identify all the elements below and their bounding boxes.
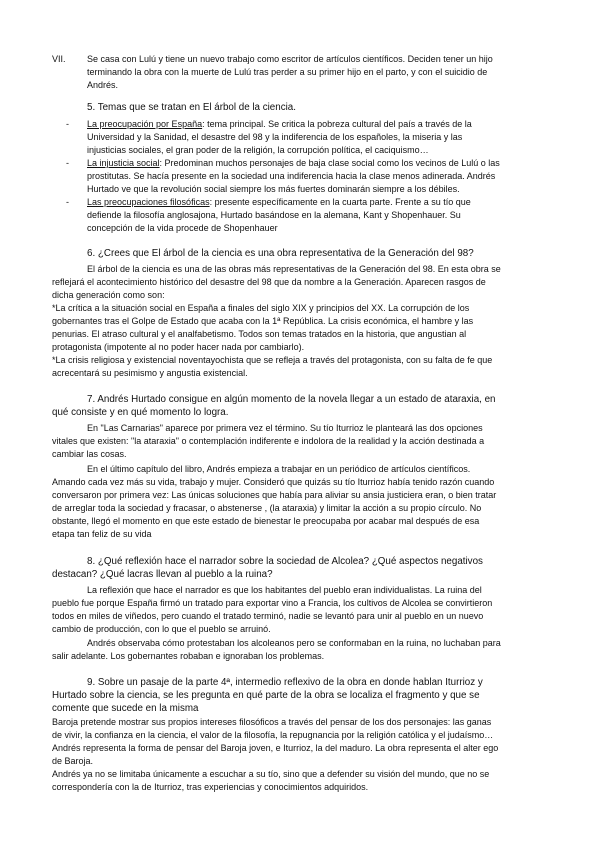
paragraph-line: correspondería con la de Iturrioz, tras experiencias y conocimientos adquiridos.: [52, 782, 369, 792]
question-heading: 7. Andrés Hurtado consigue en algún momento de la novela llegar a un estado de ataraxia, en: [87, 394, 496, 405]
paragraph-line: etapa tan feliz de su vida: [52, 529, 152, 539]
paragraph-line: Se casa con Lulú y tiene un nuevo trabajo como escritor de artículos científicos. Deciden tener un hijo: [87, 54, 493, 64]
paragraph-line: Andrés.: [87, 80, 119, 90]
paragraph-line: Andrés representa la forma de pensar del Baroja joven, e Iturrioz, la del maduro. La obra representa el alter ego: [52, 743, 499, 753]
paragraph-line: Andrés observaba cómo protestaban los alcoleanos pero se conformaban en la ruina, no luchaban para: [87, 638, 501, 648]
paragraph-line: gobernantes tras el Golpe de Estado que acaba con la 1ª República. La crisis económica, el hambre y las: [52, 316, 474, 326]
paragraph-line: acrecentará su pesimismo y angustia existencial.: [52, 368, 248, 378]
topic-term: La injusticia social: [87, 158, 160, 168]
paragraph-line: En el último capítulo del libro, Andrés empieza a trabajar en un periódico de artículos científicos.: [87, 464, 471, 474]
list-item-first-line: Las preocupaciones filosóficas: presente específicamente en la cuarta parte. Frente a su tío que: [87, 197, 471, 207]
paragraph-line: pueblo fue porque España firmó un tratado para exportar vino a Francia, los cultivos de Alcolea se convirtieron: [52, 598, 493, 608]
paragraph-line: penurias. El atraso cultural y el analfabetismo. Todos son temas tratados en la historia, que angustian al: [52, 329, 467, 339]
list-item-first-line: La preocupación por España: tema principal. Se critica la pobreza cultural del país a través de la: [87, 119, 472, 129]
question-heading: comente que sucede en la misma: [52, 703, 199, 714]
paragraph-line: todos en miles de viñedos, pero cuando el tratado terminó, nadie se levantó para unir al pueblo en un nuevo: [52, 611, 484, 621]
paragraph-line: de Baroja.: [52, 756, 94, 766]
paragraph-line: En "Las Carnarias" aparece por primera vez el término. Su tío Iturrioz le planteará las dos opciones: [87, 423, 483, 433]
paragraph-line: *La crisis religiosa y existencial noventayochista que se refleja a través del protagonista, con su falta de fe que: [52, 355, 493, 365]
paragraph-line: protagonista (impotente al no poder hacer nada por cambiarlo).: [52, 342, 305, 352]
paragraph-line: cambio de producción, con lo que el pueblo se arruinó.: [52, 624, 271, 634]
section-number: VII.: [52, 54, 66, 64]
paragraph-line: prostitutas. Se hacía presente en la sociedad una indiferencia hacia la clase menos adinerada. Andrés: [87, 171, 496, 181]
list-bullet: -: [66, 158, 69, 168]
paragraph-line: de arreglar toda la sociedad y fracasar, o abstenerse , (la ataraxia) y limitar la acción a su propio círculo. No: [52, 503, 482, 513]
paragraph-line: *La crítica a la situación social en España a finales del siglo XIX y principios del XX. La corrupción de los: [52, 303, 470, 313]
list-item-first-line: La injusticia social: Predominan muchos personajes de baja clase social como los vecinos de Lulú o las: [87, 158, 500, 168]
paragraph-line: terminando la obra con la muerte de Lulú tras perder a su primer hijo en el parto, y con el suicidio de: [87, 67, 488, 77]
paragraph-line: cambiar las cosas.: [52, 449, 127, 459]
paragraph-line: concepción de la vida procede de Shopenhauer: [87, 223, 278, 233]
paragraph-line: Amando cada vez más su vida, trabajo y mujer. Consideró que quizás su tío Iturrioz había tenido razón cuando: [52, 477, 495, 487]
question-heading: Hurtado sobre la ciencia, se les pregunta en qué parte de la obra se localiza el fragmento y que se: [52, 690, 480, 701]
question-heading: destacan? ¿Qué lacras llevan al pueblo a la ruina?: [52, 569, 273, 580]
question-heading: 6. ¿Crees que El árbol de la ciencia es una obra representativa de la Generación del 98?: [87, 248, 474, 259]
question-heading: qué consiste y en qué momento lo logra.: [52, 407, 229, 418]
paragraph-line: Universidad y la Sanidad, el desastre del 98 y la indiferencia de los españoles, la miseria y las: [87, 132, 463, 142]
paragraph-line: La reflexión que hace el narrador es que los habitantes del pueblo eran individualistas. La ruina del: [87, 585, 482, 595]
topic-term: Las preocupaciones filosóficas: [87, 197, 210, 207]
paragraph-line: El árbol de la ciencia es una de las obras más representativas de la Generación del 98. En esta obra se: [87, 264, 501, 274]
list-bullet: -: [66, 119, 69, 129]
paragraph-line: vitales que existen: "la ataraxia" o contemplación indiferente e indolora de la realidad y la acción destinada a: [52, 436, 485, 446]
paragraph-line: reflejará el acontecimiento histórico del desastre del 98 que da nombre a la Generación. Aparecen rasgos de: [52, 277, 486, 287]
paragraph-line: dicha generación como son:: [52, 290, 165, 300]
paragraph-line: salir adelante. Los gobernantes robaban e ignoraban los problemas.: [52, 651, 325, 661]
paragraph-line: de vivir, la confianza en la ciencia, el valor de la filosofía, la repugnancia por la religión católica y el judaísmo…: [52, 730, 494, 740]
paragraph-line: injusticias sociales, el gran poder de la religión, la corrupción política, el caciquismo…: [87, 145, 429, 155]
paragraph-line: Andrés ya no se limitaba únicamente a escuchar a su tío, sino que a defender su visión del mundo, que no se: [52, 769, 490, 779]
question-heading: 8. ¿Qué reflexión hace el narrador sobre la sociedad de Alcolea? ¿Qué aspectos negativos: [87, 556, 483, 567]
list-bullet: -: [66, 197, 69, 207]
paragraph-line: conversaron por primera vez: Las únicas soluciones que había para aliviar su ansia justiciera eran, o bien tratar: [52, 490, 497, 500]
topic-term: La preocupación por España: [87, 119, 203, 129]
question-heading: 9. Sobre un pasaje de la parte 4ª, intermedio reflexivo de la obra en donde hablan Iturrioz y: [87, 677, 483, 688]
paragraph-line: obstante, llegó el momento en que este estado de bienestar le preocupaba por acabar mal después de esa: [52, 516, 480, 526]
paragraph-line: Hurtado ve que la revolución social siempre los más fuertes dominarán siempre a los débiles.: [87, 184, 460, 194]
question-heading: 5. Temas que se tratan en El árbol de la ciencia.: [87, 102, 296, 113]
paragraph-line: Baroja pretende mostrar sus propios intereses filosóficos a través del pensar de los dos personajes: las ganas: [52, 717, 492, 727]
paragraph-line: defiende la filosofía anglosajona, Hurtado basándose en la alemana, Kant y Shopenhauer. Su: [87, 210, 461, 220]
